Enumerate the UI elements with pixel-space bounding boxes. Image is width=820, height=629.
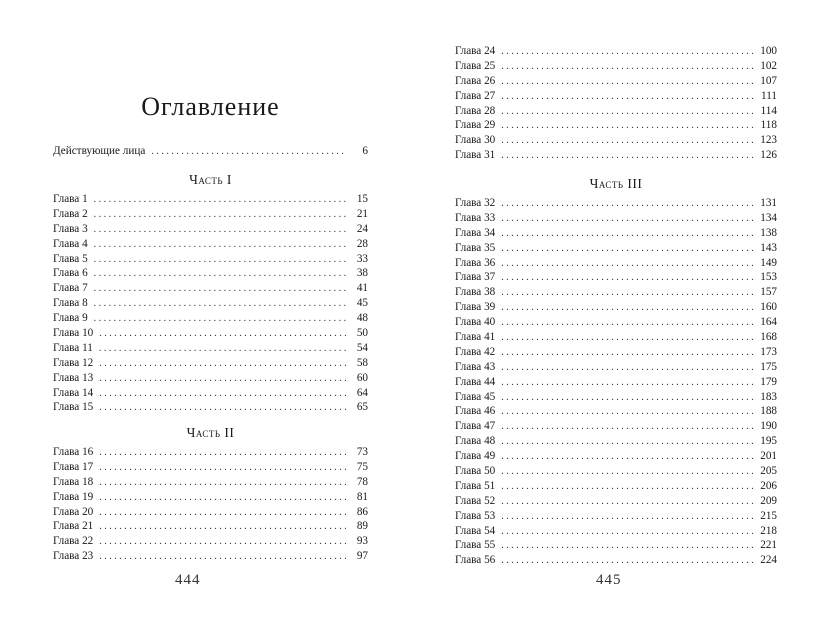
toc-entry-label: Глава 52 (455, 494, 496, 507)
toc-entry[interactable] (455, 464, 777, 479)
toc-entry[interactable] (455, 300, 777, 315)
toc-entry[interactable] (455, 211, 777, 226)
toc-entry-page: 15 (356, 193, 368, 205)
part-heading-3: Часть III (589, 176, 643, 191)
toc-entry-page: 183 (760, 390, 777, 403)
leader-dots (501, 510, 755, 525)
toc-entry-label: Глава 23 (53, 550, 94, 563)
leader-dots (99, 506, 346, 521)
leader-dots (501, 212, 755, 227)
toc-entry-label: Глава 7 (53, 282, 88, 295)
leader-dots (99, 491, 346, 506)
toc-entry[interactable] (53, 519, 368, 534)
leader-dots (501, 90, 755, 105)
toc-entry-page: 157 (760, 286, 777, 299)
toc-entry-label: Глава 16 (53, 446, 94, 458)
part3-chapter-list (455, 196, 777, 568)
toc-entry-label: Глава 42 (455, 345, 496, 358)
toc-entry-label: Глава 17 (53, 460, 94, 473)
leader-dots (501, 60, 755, 75)
toc-entry-page: 86 (356, 505, 368, 518)
toc-entry-page: 50 (356, 327, 368, 340)
toc-entry-label: Глава 32 (455, 197, 496, 209)
toc-entry[interactable] (53, 549, 368, 564)
leader-dots (501, 495, 755, 510)
toc-entry-page: 60 (356, 371, 368, 384)
toc-entry[interactable] (53, 311, 368, 326)
toc-entry-label: Глава 4 (53, 237, 88, 250)
toc-entry-page: 134 (760, 211, 777, 224)
leader-dots (99, 476, 346, 491)
toc-entry-label: Глава 38 (455, 286, 496, 299)
toc-entry[interactable] (53, 237, 368, 252)
toc-entry-page: 54 (356, 341, 368, 354)
toc-entry-label: Глава 33 (455, 211, 496, 224)
toc-entry-label: Глава 6 (53, 267, 88, 280)
leader-dots (99, 372, 346, 387)
toc-entry[interactable] (53, 296, 368, 311)
leader-dots (99, 550, 346, 565)
leader-dots (501, 227, 755, 242)
leader-dots (99, 401, 346, 416)
toc-entry[interactable] (53, 490, 368, 505)
toc-entry-label: Глава 54 (455, 524, 496, 537)
toc-entry-label: Глава 21 (53, 520, 94, 533)
toc-entry-page: 126 (760, 149, 777, 162)
toc-entry[interactable] (455, 375, 777, 390)
toc-entry-page: 195 (760, 435, 777, 448)
toc-entry-label: Глава 49 (455, 450, 496, 463)
toc-entry[interactable] (53, 266, 368, 281)
toc-entry-page: 114 (760, 104, 777, 117)
leader-dots (99, 387, 346, 402)
toc-entry-label: Глава 15 (53, 401, 94, 414)
leader-dots (501, 376, 755, 391)
toc-entry[interactable] (455, 419, 777, 434)
toc-entry[interactable] (455, 226, 777, 241)
toc-entry[interactable] (455, 118, 777, 133)
toc-entry-page: 209 (760, 494, 777, 507)
toc-entry[interactable] (455, 74, 777, 89)
toc-entry[interactable] (53, 192, 368, 207)
leader-dots (501, 75, 755, 90)
toc-entry[interactable] (455, 133, 777, 148)
leader-dots (94, 267, 346, 282)
toc-entry[interactable] (53, 505, 368, 520)
leader-dots (99, 327, 346, 342)
leader-dots (99, 446, 346, 461)
toc-entry-label: Глава 51 (455, 479, 496, 492)
toc-entry-label: Глава 46 (455, 405, 496, 418)
toc-entry-page: 215 (760, 509, 777, 522)
page-number-left: 444 (175, 572, 201, 588)
toc-entry[interactable] (53, 356, 368, 371)
toc-entry-label: Глава 55 (455, 539, 496, 552)
toc-entry-page: 38 (356, 267, 368, 280)
leader-dots (94, 208, 346, 223)
toc-entry[interactable] (455, 285, 777, 300)
part2-chapter-list (53, 445, 368, 564)
toc-entry-page: 33 (356, 252, 368, 265)
toc-entry-label: Глава 3 (53, 222, 88, 235)
toc-entry-label: Глава 40 (455, 316, 496, 329)
toc-entry-label: Глава 18 (53, 475, 94, 488)
toc-entry-page: 58 (356, 356, 368, 369)
leader-dots (99, 357, 346, 372)
toc-entry-page: 173 (760, 345, 777, 358)
toc-entry-label: Глава 26 (455, 74, 496, 87)
leader-dots (501, 286, 755, 301)
toc-entry-label: Глава 28 (455, 104, 496, 117)
toc-entry-label: Глава 29 (455, 119, 496, 132)
toc-entry-page: 78 (356, 475, 368, 488)
toc-entry-page: 102 (760, 59, 777, 72)
toc-entry-page: 175 (760, 360, 777, 373)
toc-entry-page: 97 (356, 550, 368, 563)
leader-dots (501, 450, 755, 465)
toc-entry-label: Глава 10 (53, 327, 94, 340)
leader-dots (99, 520, 346, 535)
toc-entry[interactable] (455, 449, 777, 464)
toc-entry-page: 206 (760, 479, 777, 492)
leader-dots (501, 316, 755, 331)
toc-entry-label: Глава 14 (53, 386, 94, 399)
toc-entry-label: Глава 36 (455, 256, 496, 269)
toc-entry-page: 188 (760, 405, 777, 418)
toc-entry-page: 21 (356, 207, 368, 220)
leader-dots (501, 405, 755, 420)
leader-dots (501, 480, 755, 495)
toc-entry-page: 153 (760, 271, 777, 284)
toc-entry-page: 75 (356, 460, 368, 473)
leader-dots (501, 435, 755, 450)
toc-entry-page: 138 (760, 226, 777, 239)
toc-entry[interactable] (455, 360, 777, 375)
toc-entry-page: 224 (760, 554, 777, 567)
toc-entry[interactable] (53, 252, 368, 267)
toc-entry-page: 218 (760, 524, 777, 537)
toc-entry[interactable] (53, 534, 368, 549)
toc-entry[interactable] (455, 148, 777, 163)
toc-entry-label: Глава 19 (53, 490, 94, 503)
toc-entry-label: Глава 43 (455, 360, 496, 373)
toc-entry[interactable] (53, 341, 368, 356)
toc-entry-label: Глава 47 (455, 420, 496, 433)
toc-entry[interactable] (53, 326, 368, 341)
toc-entry-page: 205 (760, 465, 777, 478)
leader-dots (501, 525, 755, 540)
leader-dots (501, 197, 755, 212)
toc-entry-label: Глава 20 (53, 505, 94, 518)
toc-entry[interactable] (455, 345, 777, 360)
leader-dots (501, 149, 755, 164)
leader-dots (501, 420, 755, 435)
toc-entry-page: 160 (760, 301, 777, 314)
toc-entry[interactable] (455, 509, 777, 524)
toc-entry-page: 149 (760, 256, 777, 269)
toc-entry[interactable] (455, 330, 777, 345)
leader-dots (501, 391, 755, 406)
toc-entry-label: Глава 9 (53, 312, 88, 325)
toc-entry[interactable] (455, 44, 777, 59)
toc-entry-page: 118 (760, 119, 777, 132)
part-heading-2: Часть II (186, 425, 235, 440)
leader-dots (501, 301, 755, 316)
toc-entry-label: Глава 30 (455, 134, 496, 147)
toc-entry[interactable] (455, 494, 777, 509)
toc-entry-page: 81 (356, 490, 368, 503)
toc-entry-page: 28 (356, 237, 368, 250)
toc-entry-label: Глава 34 (455, 226, 496, 239)
toc-entry-page: 48 (356, 312, 368, 325)
leader-dots (99, 342, 346, 357)
toc-entry-page: 6 (362, 145, 368, 157)
toc-entry-label: Глава 44 (455, 375, 496, 388)
leader-dots (501, 554, 755, 569)
leader-dots (94, 223, 346, 238)
toc-entry-label: Глава 48 (455, 435, 496, 448)
toc-entry-label: Глава 56 (455, 554, 496, 567)
toc-entry[interactable] (455, 89, 777, 104)
toc-entry-label: Глава 35 (455, 241, 496, 254)
toc-entry-label: Глава 45 (455, 390, 496, 403)
toc-entry-label: Глава 50 (455, 465, 496, 478)
toc-entry[interactable] (455, 104, 777, 119)
toc-entry-page: 41 (356, 282, 368, 295)
leader-dots (501, 539, 755, 554)
toc-entry-label: Глава 25 (455, 59, 496, 72)
leader-dots (501, 134, 755, 149)
toc-entry-label: Глава 31 (455, 149, 496, 162)
toc-entry-label: Глава 53 (455, 509, 496, 522)
toc-entry[interactable] (455, 196, 777, 211)
toc-entry-page: 111 (761, 89, 777, 102)
toc-entry-label: Глава 39 (455, 301, 496, 314)
toc-entry[interactable] (53, 460, 368, 475)
toc-entry-label: Глава 8 (53, 297, 88, 310)
toc-entry[interactable] (455, 553, 777, 568)
leader-dots (94, 253, 346, 268)
page-number-right: 445 (596, 572, 622, 588)
toc-entry-page: 164 (760, 316, 777, 329)
toc-entry-page: 100 (760, 45, 777, 57)
toc-entry-page: 64 (356, 386, 368, 399)
toc-entry-page: 89 (356, 520, 368, 533)
leader-dots (94, 282, 346, 297)
toc-entry-label: Глава 12 (53, 356, 94, 369)
part-heading-1: Часть I (189, 172, 232, 187)
toc-entry[interactable] (53, 371, 368, 386)
toc-entry-page: 201 (760, 450, 777, 463)
toc-entry-label: Глава 27 (455, 89, 496, 102)
toc-entry[interactable] (455, 270, 777, 285)
toc-title: Оглавление (141, 92, 280, 121)
toc-entry[interactable] (455, 434, 777, 449)
leader-dots (501, 105, 755, 120)
dramatis-list (53, 144, 368, 159)
toc-entry-page: 190 (760, 420, 777, 433)
toc-entry-page: 45 (356, 297, 368, 310)
toc-entry-page: 24 (356, 222, 368, 235)
toc-entry-page: 93 (356, 535, 368, 548)
leader-dots (151, 145, 346, 160)
toc-entry[interactable] (455, 404, 777, 419)
right-page (410, 0, 820, 629)
toc-entry-label: Глава 5 (53, 252, 88, 265)
leader-dots (501, 271, 755, 286)
toc-entry-label: Глава 1 (53, 193, 88, 205)
toc-entry[interactable] (455, 524, 777, 539)
toc-entry[interactable] (53, 281, 368, 296)
part1-chapter-list (53, 192, 368, 415)
toc-entry-label: Глава 22 (53, 535, 94, 548)
toc-entry-page: 131 (760, 197, 777, 209)
toc-entry-dramatis[interactable] (53, 144, 368, 159)
toc-entry[interactable] (455, 315, 777, 330)
toc-entry-label: Глава 24 (455, 45, 496, 57)
toc-entry[interactable] (455, 538, 777, 553)
toc-entry[interactable] (53, 207, 368, 222)
toc-entry[interactable] (53, 386, 368, 401)
toc-entry-page: 179 (760, 375, 777, 388)
toc-entry[interactable] (455, 59, 777, 74)
toc-entry[interactable] (455, 390, 777, 405)
toc-entry-label: Глава 2 (53, 207, 88, 220)
toc-entry[interactable] (53, 222, 368, 237)
toc-entry-page: 221 (760, 539, 777, 552)
leader-dots (501, 361, 755, 376)
leader-dots (501, 346, 755, 361)
toc-entry-label: Глава 41 (455, 331, 496, 344)
toc-entry[interactable] (53, 400, 368, 415)
toc-entry-page: 143 (760, 241, 777, 254)
toc-entry-label: Глава 37 (455, 271, 496, 284)
toc-entry[interactable] (53, 445, 368, 460)
leader-dots (501, 119, 755, 134)
toc-entry-page: 107 (760, 74, 777, 87)
toc-entry-page: 168 (760, 331, 777, 344)
toc-entry-page: 123 (760, 134, 777, 147)
leader-dots (99, 461, 346, 476)
leader-dots (501, 242, 755, 257)
leader-dots (94, 312, 346, 327)
leader-dots (94, 238, 346, 253)
leader-dots (501, 331, 755, 346)
toc-entry[interactable] (53, 475, 368, 490)
toc-entry-label: Действующие лица (53, 145, 146, 157)
leader-dots (501, 257, 755, 272)
toc-entry-page: 65 (356, 401, 368, 414)
toc-entry[interactable] (455, 256, 777, 271)
toc-entry-label: Глава 13 (53, 371, 94, 384)
toc-entry[interactable] (455, 479, 777, 494)
leader-dots (94, 193, 346, 208)
toc-entry-page: 73 (356, 446, 368, 458)
leader-dots (94, 297, 346, 312)
part2-continued-chapter-list (455, 44, 777, 163)
toc-entry-label: Глава 11 (53, 341, 93, 354)
toc-entry[interactable] (455, 241, 777, 256)
leader-dots (501, 465, 755, 480)
leader-dots (501, 45, 755, 60)
leader-dots (99, 535, 346, 550)
